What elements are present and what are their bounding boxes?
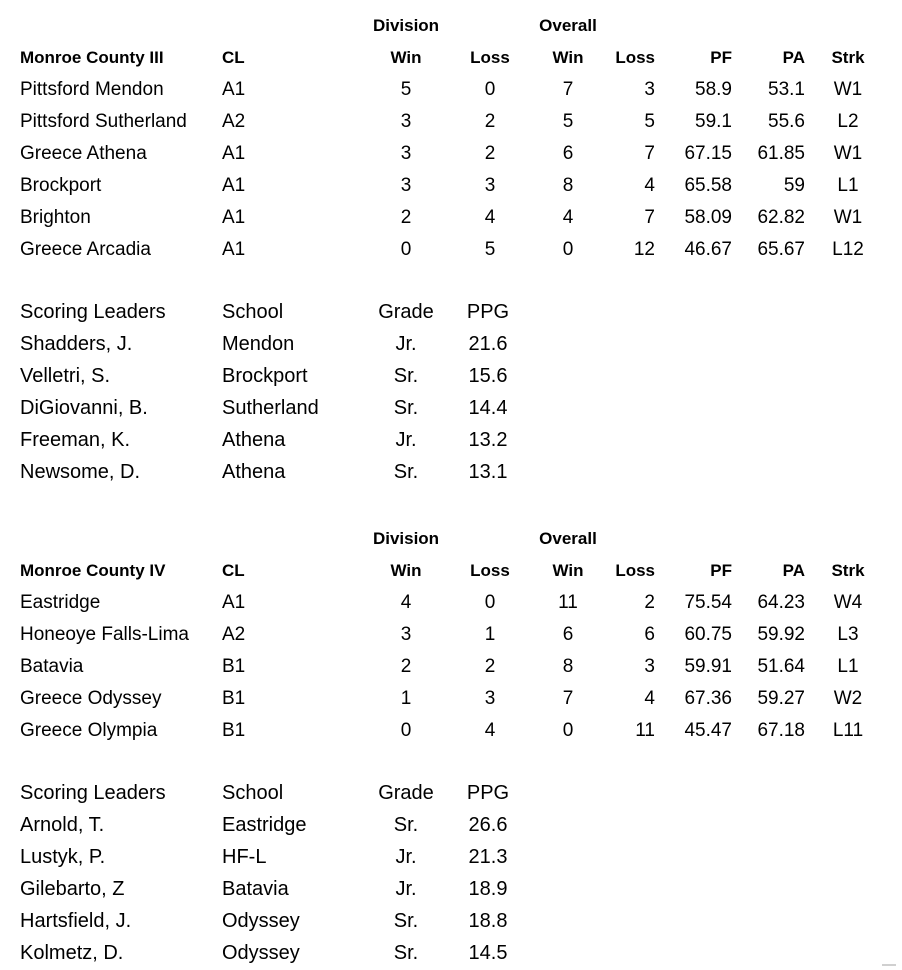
team-ov-win: 8 bbox=[562, 175, 574, 196]
leader-name: Velletri, S. bbox=[20, 365, 111, 387]
team-ov-win: 0 bbox=[562, 720, 574, 741]
team-div-loss: 3 bbox=[484, 175, 496, 196]
team-pa: 55.6 bbox=[768, 111, 805, 132]
team-strk: L11 bbox=[832, 720, 864, 741]
leader-row bbox=[0, 328, 902, 360]
team-name: Brighton bbox=[20, 207, 91, 228]
team-name: Greece Olympia bbox=[20, 720, 158, 741]
team-row bbox=[0, 234, 902, 266]
team-pa: 59.92 bbox=[757, 624, 805, 645]
leaders-header-ppg: PPG bbox=[466, 782, 510, 804]
team-ov-loss: 7 bbox=[644, 143, 655, 164]
header-cl: CL bbox=[222, 48, 245, 67]
leader-school: Batavia bbox=[222, 878, 289, 900]
team-pa: 59.27 bbox=[757, 688, 805, 709]
team-row bbox=[0, 202, 902, 234]
team-div-loss: 2 bbox=[484, 111, 496, 132]
team-strk: W1 bbox=[833, 207, 863, 228]
resize-grip bbox=[882, 964, 896, 966]
header-pf: PF bbox=[710, 48, 732, 67]
leaders-header-school: School bbox=[222, 782, 284, 804]
team-div-loss: 2 bbox=[484, 656, 496, 677]
team-strk: L2 bbox=[837, 111, 859, 132]
leader-row bbox=[0, 392, 902, 424]
leader-school: Athena bbox=[222, 429, 286, 451]
team-row bbox=[0, 74, 902, 106]
team-pf: 59.91 bbox=[684, 656, 732, 677]
leaders-header-school: School bbox=[222, 301, 284, 323]
leader-school: Sutherland bbox=[222, 397, 319, 419]
team-name: Batavia bbox=[20, 656, 84, 677]
leader-grade: Sr. bbox=[393, 910, 419, 932]
team-row bbox=[0, 651, 902, 683]
leader-name: Arnold, T. bbox=[20, 814, 105, 836]
leader-grade: Sr. bbox=[393, 942, 419, 964]
leader-name: Lustyk, P. bbox=[20, 846, 106, 868]
team-name: Honeoye Falls-Lima bbox=[20, 624, 189, 645]
leader-name: Newsome, D. bbox=[20, 461, 141, 483]
team-pf: 67.36 bbox=[684, 688, 732, 709]
team-name: Pittsford Sutherland bbox=[20, 111, 187, 132]
leader-ppg: 13.1 bbox=[468, 461, 508, 483]
group-label-row bbox=[0, 523, 902, 555]
leader-grade: Jr. bbox=[395, 846, 417, 868]
leader-ppg: 21.6 bbox=[468, 333, 508, 355]
team-pf: 58.9 bbox=[695, 79, 732, 100]
team-div-loss: 0 bbox=[484, 79, 496, 100]
leader-ppg: 26.6 bbox=[468, 814, 508, 836]
team-pf: 46.67 bbox=[684, 239, 732, 260]
team-cl: A1 bbox=[222, 79, 246, 100]
team-row bbox=[0, 106, 902, 138]
team-ov-loss: 11 bbox=[635, 720, 655, 741]
leaders-header-name: Scoring Leaders bbox=[20, 301, 166, 323]
team-ov-loss: 3 bbox=[644, 79, 655, 100]
leader-row bbox=[0, 424, 902, 456]
team-pa: 51.64 bbox=[757, 656, 805, 677]
team-row bbox=[0, 170, 902, 202]
team-div-win: 1 bbox=[400, 688, 412, 709]
leader-school: Odyssey bbox=[222, 910, 300, 932]
team-ov-loss: 5 bbox=[644, 111, 655, 132]
team-name: Greece Athena bbox=[20, 143, 147, 164]
team-div-loss: 4 bbox=[484, 720, 496, 741]
team-ov-loss: 6 bbox=[644, 624, 655, 645]
leader-name: Freeman, K. bbox=[20, 429, 131, 451]
team-pa: 59 bbox=[783, 175, 805, 196]
team-ov-win: 7 bbox=[562, 688, 574, 709]
team-strk: L1 bbox=[837, 656, 859, 677]
team-name: Eastridge bbox=[20, 592, 101, 613]
team-strk: L1 bbox=[837, 175, 859, 196]
header-div-loss: Loss bbox=[470, 48, 510, 67]
team-div-win: 0 bbox=[400, 720, 412, 741]
team-pf: 60.75 bbox=[684, 624, 732, 645]
team-pa: 53.1 bbox=[768, 79, 805, 100]
overall-group-label: Overall bbox=[539, 529, 597, 548]
leader-name: Shadders, J. bbox=[20, 333, 133, 355]
team-div-win: 3 bbox=[400, 111, 412, 132]
team-div-win: 3 bbox=[400, 624, 412, 645]
leader-ppg: 14.4 bbox=[468, 397, 508, 419]
team-row bbox=[0, 619, 902, 651]
header-div-loss: Loss bbox=[470, 561, 510, 580]
team-name: Pittsford Mendon bbox=[20, 79, 164, 100]
team-ov-loss: 3 bbox=[644, 656, 655, 677]
leader-grade: Sr. bbox=[393, 397, 419, 419]
leader-name: Kolmetz, D. bbox=[20, 942, 124, 964]
team-div-loss: 5 bbox=[484, 239, 496, 260]
team-row bbox=[0, 587, 902, 619]
division-group-label: Division bbox=[372, 529, 440, 548]
team-cl: A1 bbox=[222, 239, 246, 260]
header-div-win: Win bbox=[390, 48, 422, 67]
team-div-win: 4 bbox=[400, 592, 412, 613]
leaders-header-ppg: PPG bbox=[466, 301, 510, 323]
group-label-row bbox=[0, 10, 902, 42]
team-div-loss: 2 bbox=[484, 143, 496, 164]
leader-grade: Jr. bbox=[395, 878, 417, 900]
header-pa: PA bbox=[782, 561, 805, 580]
leader-grade: Sr. bbox=[393, 814, 419, 836]
team-name: Greece Odyssey bbox=[20, 688, 162, 709]
team-ov-loss: 4 bbox=[644, 688, 655, 709]
leader-grade: Sr. bbox=[393, 365, 419, 387]
header-strk: Strk bbox=[831, 561, 865, 580]
team-div-loss: 1 bbox=[484, 624, 496, 645]
overall-group-label: Overall bbox=[539, 16, 597, 35]
team-strk: W1 bbox=[833, 79, 863, 100]
leader-row bbox=[0, 841, 902, 873]
team-ov-loss: 12 bbox=[633, 239, 655, 260]
team-ov-win: 6 bbox=[562, 624, 574, 645]
leader-name: Hartsfield, J. bbox=[20, 910, 132, 932]
leader-ppg: 15.6 bbox=[468, 365, 508, 387]
leader-grade: Sr. bbox=[393, 461, 419, 483]
team-ov-win: 8 bbox=[562, 656, 574, 677]
team-ov-win: 11 bbox=[558, 592, 578, 613]
team-pa: 64.23 bbox=[757, 592, 805, 613]
leader-school: Athena bbox=[222, 461, 286, 483]
header-name: Monroe County IV bbox=[20, 561, 166, 580]
team-div-win: 0 bbox=[400, 239, 412, 260]
team-div-win: 5 bbox=[400, 79, 412, 100]
team-ov-win: 4 bbox=[562, 207, 574, 228]
team-pf: 58.09 bbox=[684, 207, 732, 228]
leader-school: Odyssey bbox=[222, 942, 300, 964]
team-div-win: 2 bbox=[400, 656, 412, 677]
team-strk: W2 bbox=[833, 688, 863, 709]
leaders-header-grade: Grade bbox=[378, 782, 434, 804]
leaders-header-name: Scoring Leaders bbox=[20, 782, 166, 804]
team-strk: W1 bbox=[833, 143, 863, 164]
team-cl: A1 bbox=[222, 592, 246, 613]
team-div-win: 2 bbox=[400, 207, 412, 228]
leader-row bbox=[0, 456, 902, 488]
team-pf: 67.15 bbox=[684, 143, 732, 164]
team-pf: 45.47 bbox=[684, 720, 732, 741]
team-row bbox=[0, 683, 902, 715]
team-ov-loss: 2 bbox=[644, 592, 655, 613]
leader-grade: Jr. bbox=[395, 429, 417, 451]
header-pa: PA bbox=[782, 48, 805, 67]
team-pa: 65.67 bbox=[757, 239, 805, 260]
team-cl: A2 bbox=[222, 111, 246, 132]
header-name: Monroe County III bbox=[20, 48, 164, 67]
team-name: Brockport bbox=[20, 175, 102, 196]
team-pf: 75.54 bbox=[684, 592, 732, 613]
header-strk: Strk bbox=[831, 48, 865, 67]
team-pf: 59.1 bbox=[695, 111, 732, 132]
team-row bbox=[0, 715, 902, 747]
team-strk: W4 bbox=[833, 592, 863, 613]
team-ov-loss: 7 bbox=[644, 207, 655, 228]
team-cl: A1 bbox=[222, 207, 246, 228]
leader-school: Eastridge bbox=[222, 814, 307, 836]
leader-school: Brockport bbox=[222, 365, 308, 387]
header-pf: PF bbox=[710, 561, 732, 580]
leader-ppg: 18.8 bbox=[468, 910, 508, 932]
leaders-header-row bbox=[0, 777, 902, 809]
leader-row bbox=[0, 360, 902, 392]
team-cl: A1 bbox=[222, 143, 246, 164]
leaders-header-row bbox=[0, 296, 902, 328]
leader-school: HF-L bbox=[222, 846, 267, 868]
team-cl: A1 bbox=[222, 175, 246, 196]
column-header-row bbox=[0, 42, 902, 74]
leader-school: Mendon bbox=[222, 333, 295, 355]
team-cl: B1 bbox=[222, 688, 246, 709]
header-ov-win: Win bbox=[552, 48, 584, 67]
team-cl: B1 bbox=[222, 656, 246, 677]
leader-ppg: 14.5 bbox=[468, 942, 508, 964]
header-ov-loss: Loss bbox=[615, 561, 655, 580]
team-pa: 67.18 bbox=[757, 720, 805, 741]
column-header-row bbox=[0, 555, 902, 587]
team-ov-loss: 4 bbox=[644, 175, 655, 196]
team-cl: B1 bbox=[222, 720, 246, 741]
leader-name: DiGiovanni, B. bbox=[20, 397, 148, 419]
team-div-win: 3 bbox=[400, 143, 412, 164]
header-ov-win: Win bbox=[552, 561, 584, 580]
team-ov-win: 5 bbox=[562, 111, 574, 132]
leader-row bbox=[0, 809, 902, 841]
team-name: Greece Arcadia bbox=[20, 239, 151, 260]
leader-ppg: 13.2 bbox=[468, 429, 508, 451]
team-ov-win: 6 bbox=[562, 143, 574, 164]
team-strk: L12 bbox=[832, 239, 864, 260]
leader-row bbox=[0, 873, 902, 905]
team-row bbox=[0, 138, 902, 170]
team-pa: 62.82 bbox=[757, 207, 805, 228]
team-strk: L3 bbox=[837, 624, 859, 645]
team-div-loss: 0 bbox=[484, 592, 496, 613]
header-cl: CL bbox=[222, 561, 245, 580]
header-div-win: Win bbox=[390, 561, 422, 580]
leader-grade: Jr. bbox=[395, 333, 417, 355]
team-div-loss: 4 bbox=[484, 207, 496, 228]
division-group-label: Division bbox=[372, 16, 440, 35]
team-ov-win: 7 bbox=[562, 79, 574, 100]
header-ov-loss: Loss bbox=[615, 48, 655, 67]
team-div-win: 3 bbox=[400, 175, 412, 196]
leader-ppg: 18.9 bbox=[468, 878, 508, 900]
team-div-loss: 3 bbox=[484, 688, 496, 709]
team-cl: A2 bbox=[222, 624, 246, 645]
team-ov-win: 0 bbox=[562, 239, 574, 260]
team-pf: 65.58 bbox=[684, 175, 732, 196]
leaders-header-grade: Grade bbox=[378, 301, 434, 323]
leader-row bbox=[0, 937, 902, 969]
team-pa: 61.85 bbox=[757, 143, 805, 164]
leader-name: Gilebarto, Z bbox=[20, 878, 125, 900]
leader-ppg: 21.3 bbox=[468, 846, 508, 868]
leader-row bbox=[0, 905, 902, 937]
